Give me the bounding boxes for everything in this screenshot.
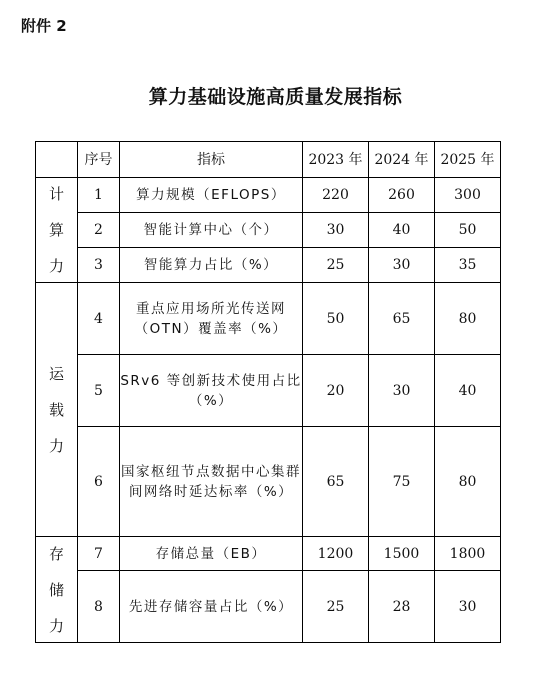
table-row: [36, 213, 501, 248]
table-row: [36, 248, 501, 283]
row-2025: 300: [435, 178, 501, 213]
row-metric: 存储总量（EB）: [120, 537, 303, 571]
row-metric: 算力规模（EFLOPS）: [120, 178, 303, 213]
table-row: [36, 283, 501, 355]
row-2023: 25: [303, 571, 369, 643]
header-metric: 指标: [120, 142, 303, 178]
row-seq: 5: [78, 355, 120, 427]
row-2025: 1800: [435, 537, 501, 571]
attachment-label: 附件 2: [21, 17, 67, 35]
row-2024: 30: [369, 355, 435, 427]
row-2025: 80: [435, 283, 501, 355]
row-metric: 智能算力占比（%）: [120, 248, 303, 283]
row-metric: 智能计算中心（个）: [120, 213, 303, 248]
row-2024: 65: [369, 283, 435, 355]
row-2023: 30: [303, 213, 369, 248]
row-2025: 35: [435, 248, 501, 283]
row-2023: 20: [303, 355, 369, 427]
row-seq: 3: [78, 248, 120, 283]
row-2024: 40: [369, 213, 435, 248]
table-header-row: [36, 142, 501, 178]
header-2023: 2023 年: [303, 142, 369, 178]
page-title: 算力基础设施高质量发展指标: [148, 86, 403, 108]
row-seq: 4: [78, 283, 120, 355]
header-seq: 序号: [78, 142, 120, 178]
row-2024: 28: [369, 571, 435, 643]
row-2023: 65: [303, 427, 369, 537]
category-storage: 存 储 力: [36, 537, 78, 643]
row-2025: 50: [435, 213, 501, 248]
header-category-blank: [36, 142, 78, 178]
row-2024: 30: [369, 248, 435, 283]
row-metric: SRv6 等创新技术使用占比（%）: [120, 355, 303, 427]
category-compute: 计 算 力: [36, 178, 78, 283]
row-seq: 6: [78, 427, 120, 537]
row-2025: 40: [435, 355, 501, 427]
row-2024: 260: [369, 178, 435, 213]
row-2024: 75: [369, 427, 435, 537]
table-row: [36, 355, 501, 427]
table-row: [36, 178, 501, 213]
row-2024: 1500: [369, 537, 435, 571]
header-2024: 2024 年: [369, 142, 435, 178]
category-transport: 运 载 力: [36, 283, 78, 537]
row-2023: 1200: [303, 537, 369, 571]
row-2023: 220: [303, 178, 369, 213]
indicator-table: [35, 141, 501, 643]
row-seq: 1: [78, 178, 120, 213]
row-2023: 50: [303, 283, 369, 355]
table-row: [36, 427, 501, 537]
row-2023: 25: [303, 248, 369, 283]
row-seq: 2: [78, 213, 120, 248]
row-seq: 7: [78, 537, 120, 571]
table-row: [36, 537, 501, 571]
row-metric: 先进存储容量占比（%）: [120, 571, 303, 643]
row-metric: 重点应用场所光传送网（OTN）覆盖率（%）: [120, 283, 303, 355]
table-row: [36, 571, 501, 643]
row-2025: 30: [435, 571, 501, 643]
row-metric: 国家枢纽节点数据中心集群间网络时延达标率（%）: [120, 427, 303, 537]
row-2025: 80: [435, 427, 501, 537]
row-seq: 8: [78, 571, 120, 643]
header-2025: 2025 年: [435, 142, 501, 178]
